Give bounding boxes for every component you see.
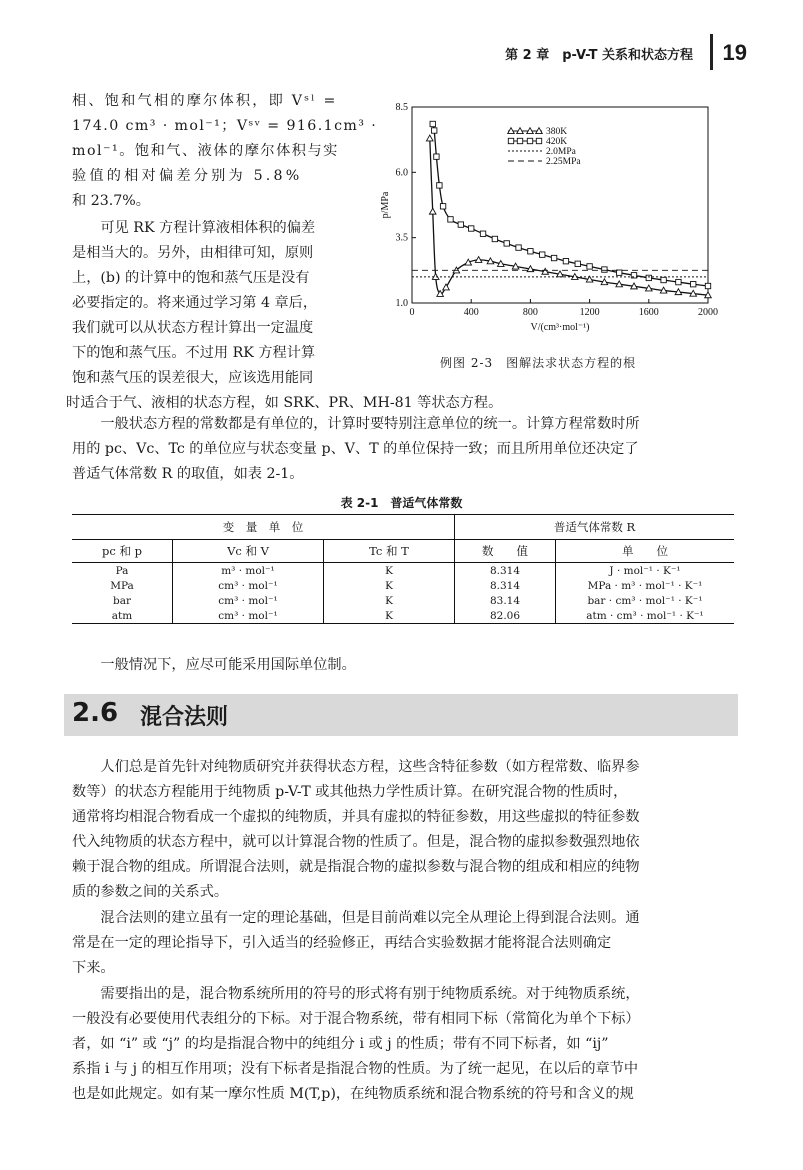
text-line: 下来。 (72, 960, 115, 976)
y-tick-label: 1.0 (395, 298, 408, 309)
running-title: 第 2 章 p-V-T 关系和状态方程 (505, 48, 693, 63)
table-group-header (72, 515, 734, 540)
y-tick-label: 6.0 (395, 167, 408, 179)
table-cell: MPa (110, 579, 134, 592)
text-line: mol⁻¹。饱和气、液体的摩尔体积与实 (72, 143, 339, 159)
y-axis-label: p/MPa (380, 191, 391, 219)
table-cell: K (324, 593, 455, 608)
table-cell: K (324, 563, 455, 579)
text-line: 用的 pc、Vc、Tc 的单位应与状态变量 p、V、T 的单位保持一致；而且所用单位还决定了 (72, 441, 639, 457)
data-point-420k (661, 277, 666, 282)
text-line: 数等）的状态方程能用于纯物质 p-V-T 或其他热力学性质计算。在研究混合物的性质时， (72, 784, 628, 800)
text-line: 普适气体常数 R 的取值，如表 2-1。 (72, 466, 304, 482)
x-tick-label: 0 (409, 307, 415, 318)
text-line: 是相当大的。另外，由相律可知，原则 (72, 245, 314, 261)
table-cell: J · mol⁻¹ · K⁻¹ (556, 563, 735, 579)
column-header: 单 位 (556, 540, 735, 563)
y-tick-label: 3.5 (395, 232, 408, 244)
data-point-420k (617, 270, 622, 275)
page-header (0, 30, 803, 70)
text-line: 质的参数之间的关系式。 (72, 884, 229, 900)
x-tick-label: 800 (522, 307, 538, 318)
legend-marker-420k (527, 138, 532, 143)
data-point-420k (504, 241, 509, 246)
table-cell: 82.06 (455, 608, 556, 624)
table-cell: cm³ · mol⁻¹ (173, 578, 324, 593)
column-header: 数 值 (455, 540, 556, 563)
text-line: 一般情况下，应尽可能采用国际单位制。 (72, 657, 356, 673)
pv-chart (378, 95, 728, 350)
table-cell: m³ · mol⁻¹ (173, 563, 324, 579)
data-point-420k (440, 204, 445, 209)
data-point-420k (676, 279, 681, 284)
legend-label-2-0mpa: 2.0MPa (546, 147, 576, 157)
text-line: 一般状态方程的常数都是有单位的，计算时要特别注意单位的统一。计算方程常数时所 (72, 416, 640, 432)
x-tick-label: 1600 (638, 307, 659, 318)
table-row (72, 578, 734, 593)
legend-label-420k: 420K (546, 137, 568, 147)
text-line: 系指 i 与 j 的相互作用项；没有下标者是指混合物的性质。为了统一起见，在以后的章节中 (72, 1061, 639, 1077)
table-caption: 表 2-1 普适气体常数 (340, 496, 463, 510)
data-point-420k (602, 267, 607, 272)
text-line: 常是在一定的理论指导下，引入适当的经验修正，再结合实验数据才能将混合法则确定 (72, 935, 612, 951)
table-row (72, 563, 734, 579)
table-cell: K (324, 578, 455, 593)
data-point-380k (429, 208, 436, 214)
data-point-420k (434, 154, 439, 159)
y-tick-label: 8.5 (395, 102, 408, 113)
text-line: 我们就可以从状态方程计算出一定温度 (72, 320, 314, 336)
header-divider (710, 34, 713, 70)
group-header-variable-units: 变 量 单 位 (72, 515, 455, 540)
data-point-420k (575, 261, 580, 266)
data-point-420k (691, 281, 696, 286)
data-point-420k (448, 217, 453, 222)
gas-constant-table (72, 514, 734, 624)
table-cell: bar (112, 594, 131, 607)
table-cell: atm (72, 608, 173, 624)
text-line: 可见 RK 方程计算液相体积的偏差 (72, 220, 316, 236)
table-cell: 8.314 (455, 578, 556, 593)
legend-label-2-25mpa: 2.25MPa (546, 157, 581, 167)
data-point-420k (551, 255, 556, 260)
column-header: Tc 和 T (324, 540, 455, 563)
text-line: 代入纯物质的状态方程中，就可以计算混合物的性质了。但是，混合物的虚拟参数强烈地依 (72, 834, 640, 850)
data-point-420k (646, 275, 651, 280)
data-point-420k (480, 231, 485, 236)
data-point-420k (437, 183, 442, 188)
data-point-420k (516, 245, 521, 250)
table-cell: bar · cm³ · mol⁻¹ · K⁻¹ (556, 593, 735, 608)
text-line: 一般没有必要使用代表组分的下标。对于混合物系统，带有相同下标（常简化为单个下标） (72, 1011, 640, 1027)
table-cell: K (324, 608, 455, 624)
section-number: 2.6 (72, 698, 119, 728)
text-line: 上，(b) 的计算中的饱和蒸气压是没有 (72, 270, 310, 286)
text-line: 人们总是首先针对纯物质研究并获得状态方程，这些含特征参数（如方程常数、临界参 (72, 759, 640, 775)
text-line: 通常将均相混合物看成一个虚拟的纯物质，并具有虚拟的特征参数，用这些虚拟的特征参数 (72, 809, 640, 825)
text-line: 相、饱和气相的摩尔体积，即 Vˢˡ = (72, 93, 338, 109)
text-line: 下的饱和蒸气压。不过用 RK 方程计算 (72, 345, 316, 361)
table-cell: cm³ · mol⁻¹ (173, 593, 324, 608)
table-cell: 83.14 (455, 593, 556, 608)
table-row (72, 593, 734, 608)
data-point-420k (540, 252, 545, 257)
table-row (72, 608, 734, 624)
text-line: 也是如此规定。如有某一摩尔性质 M(T,p)，在纯物质系统和混合物系统的符号和含义的规 (72, 1086, 634, 1102)
data-point-380k (426, 135, 433, 141)
x-tick-label: 400 (463, 307, 479, 318)
data-point-420k (563, 258, 568, 263)
text-line: 赖于混合物的组成。所谓混合法则，就是指混合物的虚拟参数与混合物的组成和相应的纯物 (72, 859, 640, 875)
legend-marker-420k (508, 138, 513, 143)
section-heading (64, 694, 738, 736)
legend-marker-420k (536, 138, 541, 143)
data-point-420k (432, 128, 437, 133)
column-header: Vc 和 V (173, 540, 324, 563)
text-line: 混合法则的建立虽有一定的理论基础，但是目前尚难以完全从理论上得到混合法则。通 (72, 910, 640, 926)
table-cell: atm · cm³ · mol⁻¹ · K⁻¹ (556, 608, 735, 624)
column-header: pc 和 p (72, 540, 173, 563)
data-point-380k (443, 284, 450, 290)
data-point-420k (492, 236, 497, 241)
table-cell: Pa (115, 564, 129, 577)
legend-label-380k: 380K (546, 127, 568, 137)
table-cell: 8.314 (455, 563, 556, 579)
text-line: 需要指出的是，混合物系统所用的符号的形式将有别于纯物质系统。对于纯物质系统， (72, 986, 640, 1002)
table-cell: MPa · m³ · mol⁻¹ · K⁻¹ (556, 578, 735, 593)
figure-caption: 例图 2-3 图解法求状态方程的根 (440, 356, 637, 370)
x-tick-label: 2000 (698, 307, 718, 318)
text-line: 者，如 “i” 或 “j” 的均是指混合物中的纯组分 i 或 j 的性质；带有不同下标者，如 “ij” (72, 1036, 609, 1052)
group-header-gas-constant: 普适气体常数 R (455, 515, 735, 540)
legend-marker-420k (517, 138, 522, 143)
text-line: 验值的相对偏差分别为 5.8% (72, 168, 303, 184)
text-line: 饱和蒸气压的误差很大，应该选用能同 (72, 370, 314, 386)
data-point-420k (430, 121, 435, 126)
x-axis-label: V/(cm³·mol⁻¹) (530, 322, 590, 333)
text-line: 必要指定的。将来通过学习第 4 章后， (72, 295, 318, 311)
x-tick-label: 1200 (579, 307, 600, 318)
table-cell: cm³ · mol⁻¹ (173, 608, 324, 624)
text-line: 时适合于气、液相的状态方程，如 SRK、PR、MH-81 等状态方程。 (66, 395, 503, 411)
section-title: 混合法则 (140, 705, 229, 730)
text-line: 和 23.7%。 (72, 193, 150, 209)
data-point-420k (705, 283, 710, 288)
data-point-420k (469, 226, 474, 231)
data-point-420k (587, 264, 592, 269)
data-point-420k (528, 249, 533, 254)
text-line: 174.0 cm³ · mol⁻¹；Vˢᵛ = 916.1cm³ · (72, 118, 378, 134)
data-point-420k (458, 222, 463, 227)
page-number: 19 (722, 40, 747, 65)
table-column-header (72, 540, 734, 563)
